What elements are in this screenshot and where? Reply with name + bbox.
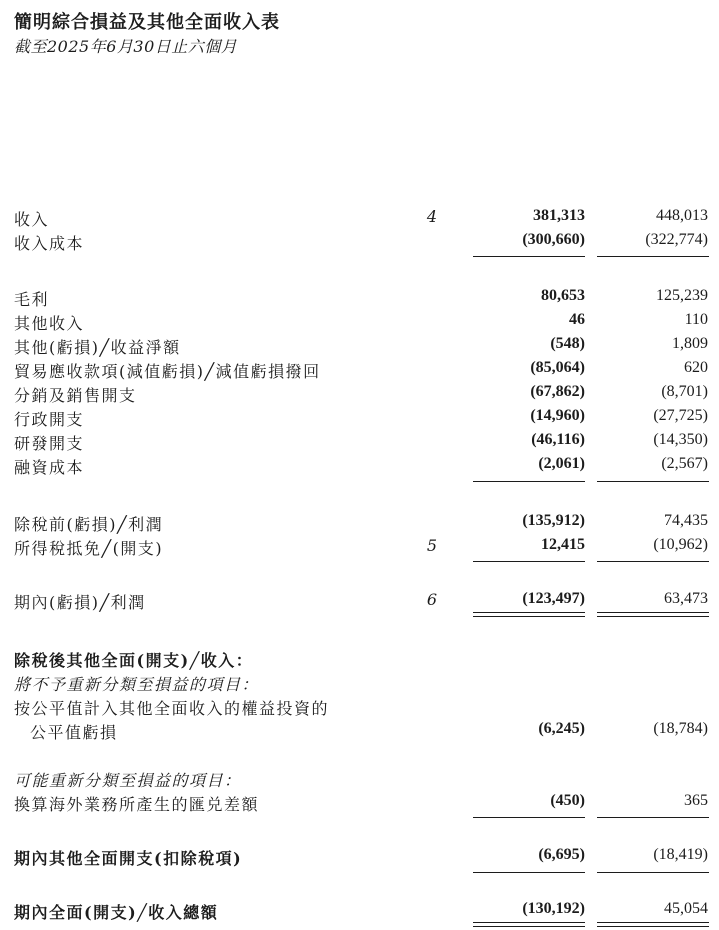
row-current-impairment-trade-receivables: (85,064) [530, 359, 585, 376]
row-current-exchange-differences: (450) [550, 792, 585, 809]
row-prior-rnd: (14,350) [653, 431, 708, 448]
row-label-other-income: 其他收入 [14, 314, 85, 333]
row-prior-revenue: 448,013 [656, 207, 708, 224]
row-current-gross-profit: 80,653 [541, 287, 585, 304]
row-note-loss-for-period: 6 [426, 590, 438, 609]
row-label-rnd: 研發開支 [14, 434, 85, 453]
row-prior-oci-net-of-tax: (18,419) [653, 846, 708, 863]
row-label-fvoci-loss: 公平值虧損 [30, 723, 118, 742]
row-prior-impairment-trade-receivables: 620 [684, 359, 708, 376]
row-current-other-gains-losses: (548) [550, 335, 585, 352]
row-label-fvoci-line1: 按公平值計入其他全面收入的權益投資的 [14, 699, 330, 718]
subtotal-rule-current [473, 481, 585, 482]
row-label-total-comprehensive: 期內全面(開支)╱收入總額 [14, 903, 219, 922]
row-prior-finance-costs: (2,567) [661, 455, 708, 472]
row-prior-total-comprehensive: 45,054 [664, 900, 708, 917]
row-current-other-income: 46 [569, 311, 585, 328]
row-prior-other-income: 110 [684, 311, 708, 328]
subtotal-rule-current [473, 872, 585, 873]
subtotal-rule-current [473, 256, 585, 257]
row-current-cost-of-revenue: (300,660) [522, 231, 585, 248]
row-prior-distribution-selling: (8,701) [661, 383, 708, 400]
row-label-oci-net-of-tax: 期內其他全面開支(扣除稅項) [14, 849, 243, 868]
subsection-may-be-reclassified: 可能重新分類至損益的項目： [14, 771, 242, 790]
row-label-finance-costs: 融資成本 [14, 458, 85, 477]
row-prior-cost-of-revenue: (322,774) [645, 231, 708, 248]
row-prior-exchange-differences: 365 [684, 792, 708, 809]
statement-title: 簡明綜合損益及其他全面收入表 [14, 12, 280, 33]
row-current-administrative: (14,960) [530, 407, 585, 424]
row-prior-income-tax: (10,962) [653, 536, 708, 553]
row-label-loss-for-period: 期內(虧損)╱利潤 [14, 593, 146, 612]
subtotal-rule-prior [597, 872, 709, 873]
row-prior-administrative: (27,725) [653, 407, 708, 424]
row-label-distribution-selling: 分銷及銷售開支 [14, 386, 137, 405]
row-current-rnd: (46,116) [531, 431, 585, 448]
total-double-rule-current [473, 922, 585, 927]
subsection-not-reclassified: 將不予重新分類至損益的項目： [14, 675, 260, 694]
subtotal-rule-current [473, 561, 585, 562]
row-current-finance-costs: (2,061) [538, 455, 585, 472]
row-label-revenue: 收入 [14, 210, 50, 229]
row-label-income-tax: 所得稅抵免╱(開支) [14, 539, 164, 558]
row-label-cost-of-revenue: 收入成本 [14, 234, 85, 253]
row-current-revenue: 381,313 [533, 207, 585, 224]
subtotal-rule-prior [597, 817, 709, 818]
row-label-impairment-trade-receivables: 貿易應收款項(減值虧損)╱減值虧損撥回 [14, 362, 321, 381]
statement-period: 截至2025年6月30日止六個月 [14, 37, 238, 56]
row-label-exchange-differences: 換算海外業務所產生的匯兑差額 [14, 795, 260, 814]
row-prior-loss-for-period: 63,473 [664, 590, 708, 607]
subtotal-rule-prior [597, 481, 709, 482]
row-label-other-gains-losses: 其他(虧損)╱收益淨額 [14, 338, 181, 357]
subtotal-rule-current [473, 817, 585, 818]
row-prior-loss-before-tax: 74,435 [664, 512, 708, 529]
row-prior-fvoci-loss: (18,784) [653, 720, 708, 737]
row-current-total-comprehensive: (130,192) [522, 900, 585, 917]
subtotal-rule-prior [597, 256, 709, 257]
row-current-income-tax: 12,415 [541, 536, 585, 553]
row-current-distribution-selling: (67,862) [530, 383, 585, 400]
row-label-administrative: 行政開支 [14, 410, 85, 429]
row-prior-other-gains-losses: 1,809 [672, 335, 708, 352]
section-heading-oci: 除稅後其他全面(開支)╱收入： [14, 651, 254, 670]
total-double-rule-prior [597, 612, 709, 617]
row-current-oci-net-of-tax: (6,695) [538, 846, 585, 863]
row-note-revenue: 4 [426, 207, 438, 226]
row-label-loss-before-tax: 除稅前(虧損)╱利潤 [14, 515, 164, 534]
row-current-loss-for-period: (123,497) [522, 590, 585, 607]
total-double-rule-current [473, 612, 585, 617]
row-current-fvoci-loss: (6,245) [538, 720, 585, 737]
row-prior-gross-profit: 125,239 [656, 287, 708, 304]
subtotal-rule-prior [597, 561, 709, 562]
row-note-income-tax: 5 [426, 536, 438, 555]
row-current-loss-before-tax: (135,912) [522, 512, 585, 529]
row-label-gross-profit: 毛利 [14, 290, 50, 309]
total-double-rule-prior [597, 922, 709, 927]
